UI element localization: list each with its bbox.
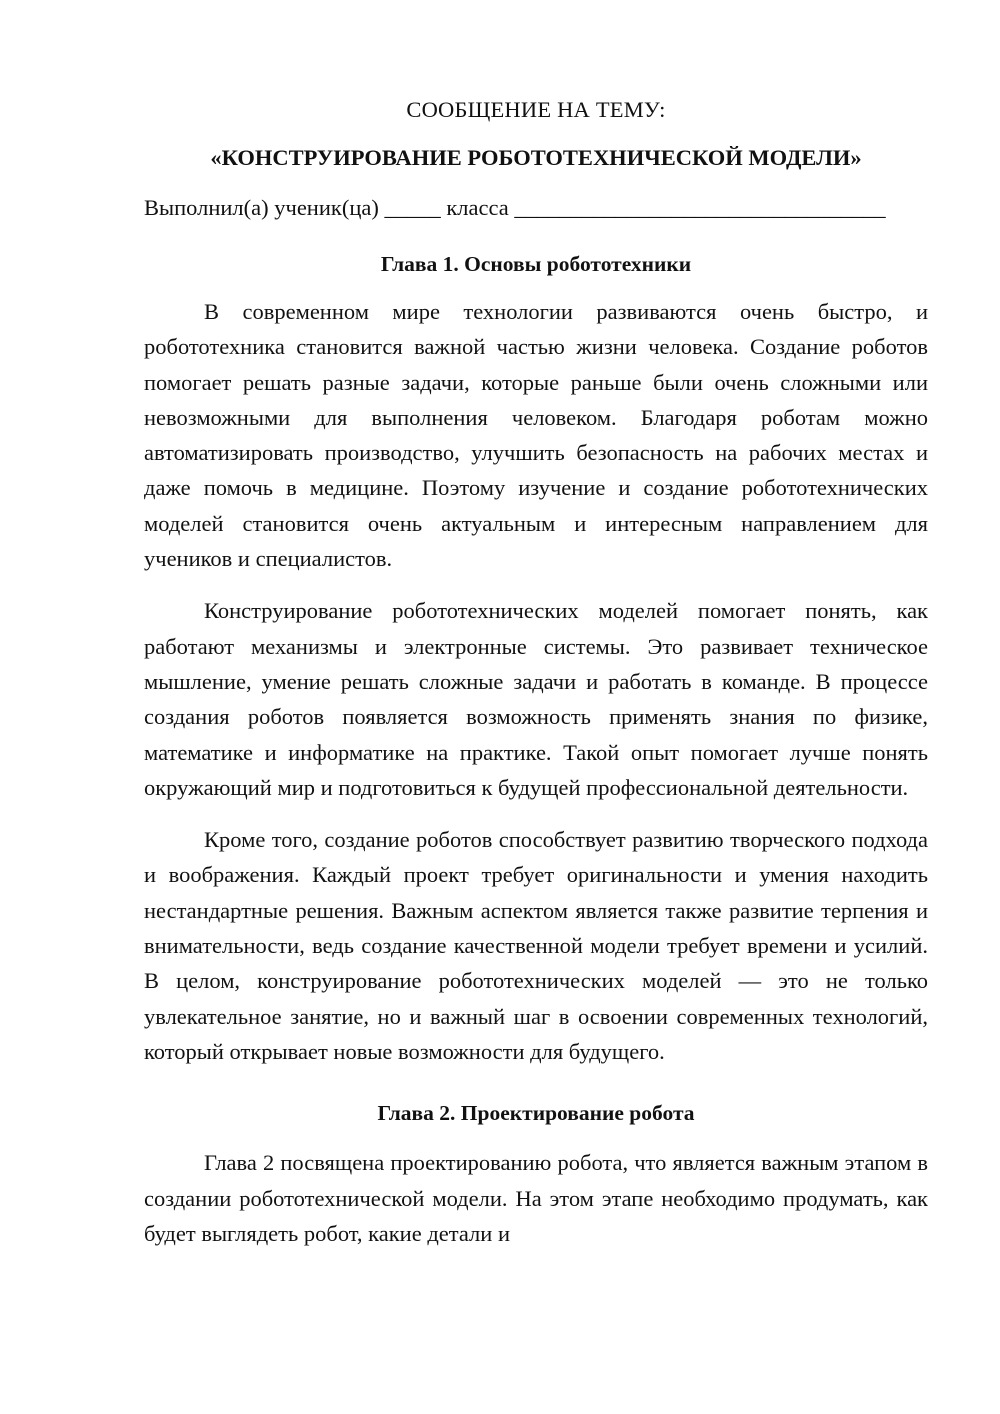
chapter-2-heading: Глава 2. Проектирование робота <box>377 1101 695 1126</box>
chapter-2-paragraph-1: Глава 2 посвящена проектированию робота, что является важным этапом в создании робототехнической модели. На этом этапе необходимо продумать, как будет выглядеть робот, какие детали и <box>144 1150 928 1246</box>
chapter-1-paragraph-3: Кроме того, создание роботов способствует развитию творческого подхода и воображения. Каждый проект требует оригинальности и умения находить нестандартные решения. Важным аспектом является также развитие терпения и внимательности, ведь создание качественной модели требует времени и усилий. В целом, конструирование робототехнических моделей — это не только увлекательное занятие, но и важный шаг в освоении современных технологий, который открывает новые возможности для будущего. <box>144 827 928 1064</box>
document-page <box>144 92 928 1251</box>
document-title-line-1: СООБЩЕНИЕ НА ТЕМУ: <box>406 97 666 122</box>
author-line: Выполнил(а) ученик(ца) _____ класса _________________________________ <box>144 195 886 220</box>
chapter-1-paragraph-2: Конструирование робототехнических моделей помогает понять, как работают механизмы и электронные системы. Это развивает техническое мышление, умение решать сложные задачи и работать в команде. В процессе создания роботов появляется возможность применять знания по физике, математике и информатике на практике. Такой опыт помогает лучше понять окружающий мир и подготовиться к будущей профессиональной деятельности. <box>144 598 928 800</box>
chapter-1-paragraph-1: В современном мире технологии развиваются очень быстро, и робототехника становится важной частью жизни человека. Создание роботов помогает решать разные задачи, которые раньше были очень сложными или невозможными для выполнения человеком. Благодаря роботам можно автоматизировать производство, улучшить безопасность на рабочих местах и даже помочь в медицине. Поэтому изучение и создание робототехнических моделей становится очень актуальным и интересным направлением для учеников и специалистов. <box>144 299 928 572</box>
chapter-1-heading: Глава 1. Основы робототехники <box>380 252 692 276</box>
document-title-line-2: «КОНСТРУИРОВАНИЕ РОБОТОТЕХНИЧЕСКОЙ МОДЕЛИ» <box>210 145 862 170</box>
